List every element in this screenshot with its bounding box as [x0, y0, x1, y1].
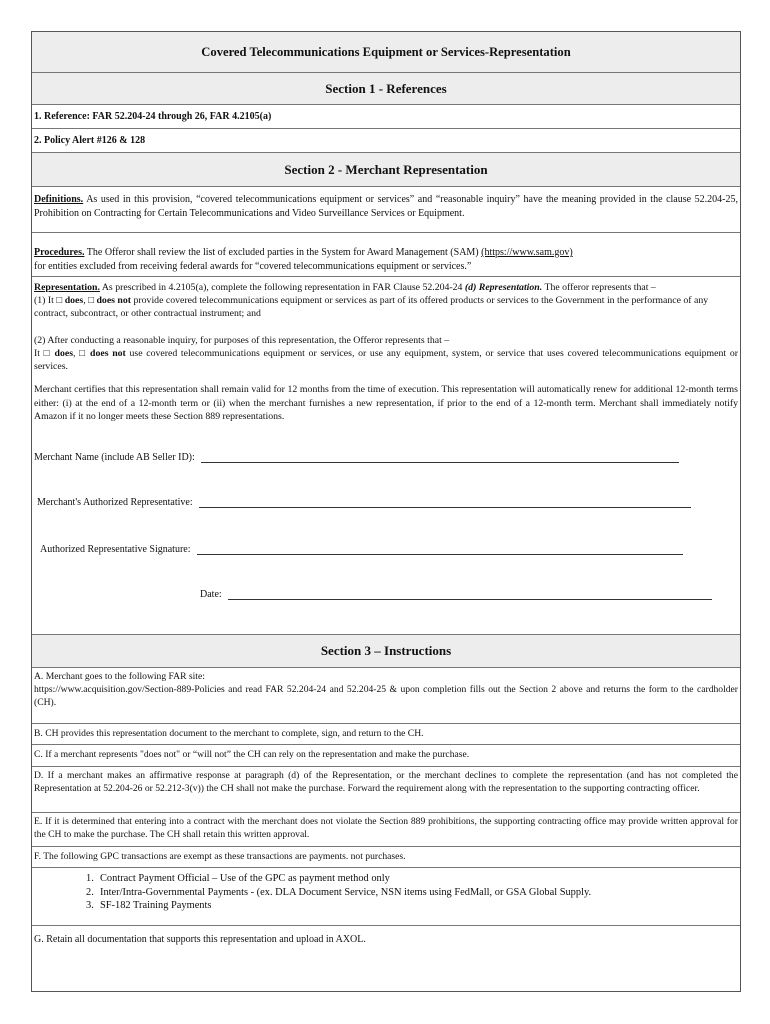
merchant-name-line[interactable] — [201, 462, 679, 463]
list-item — [86, 886, 740, 900]
item1-prefix: (1) It □ — [34, 295, 65, 307]
list-item-text: Inter/Intra-Governmental Payments - (ex. DLA Document Service, NSN items using FedMall, or GSA Global Supply. — [100, 886, 592, 898]
procedures-text: The Offeror shall review the list of excluded parties in the System for Award Management (SAM) — [84, 247, 482, 258]
signature-field — [34, 545, 738, 557]
item1-sep: , □ — [83, 295, 97, 307]
form-title: Covered Telecommunications Equipment or Services-Representation — [32, 32, 740, 73]
instruction-c: C. If a merchant represents "does not" or “will not” the CH can rely on the representation and make the purchase. — [32, 745, 740, 767]
representation-label: Representation. — [34, 282, 100, 293]
representation-form — [31, 31, 741, 992]
item2-sep: , □ — [73, 347, 90, 359]
list-item-number: 2. — [86, 886, 94, 898]
item1-does-checkbox[interactable]: does — [64, 295, 84, 307]
instruction-a — [32, 668, 740, 724]
instruction-g: G. Retain all documentation that supports this representation and upload in AXOL. — [34, 934, 366, 945]
authorized-rep-field — [34, 498, 738, 510]
procedures-label: Procedures. — [34, 247, 85, 258]
section-1-heading: Section 1 - References — [32, 73, 740, 105]
representation-text: As prescribed in 4.2105(a), complete the following representation in FAR Clause 52.204-24 — [99, 282, 465, 293]
signature-label: Authorized Representative Signature: — [40, 544, 191, 556]
list-item-text: SF-182 Training Payments — [100, 900, 212, 912]
item1-does-not-checkbox[interactable]: does not — [96, 295, 132, 307]
definitions-paragraph — [32, 187, 740, 233]
merchant-name-field — [34, 453, 738, 465]
item2-does-not-checkbox[interactable]: does not — [90, 347, 126, 359]
certification-paragraph: Merchant certifies that this representation shall remain valid for 12 months from the time of execution. This representation will automatically renew for additional 12-month terms either: (i) at the end of a 12-month term or (ii) when the merchant furnishes a new representation, if prior to the end of a 12-month term. Merchant shall immediately notify Amazon if it no longer meets these Section 889 representations. — [34, 384, 738, 422]
list-item-text: Contract Payment Official – Use of the GPC as payment method only — [100, 873, 390, 884]
representation-item-2-intro: (2) After conducting a reasonable inquiry, for purposes of this representation, the Offeror represents that – — [34, 334, 450, 346]
representation-block — [32, 277, 740, 635]
procedures-text-2: for entities excluded from receiving federal awards for “covered telecommunications equipment or services.” — [34, 260, 472, 272]
instruction-f: F. The following GPC transactions are exempt as these transactions are payments. not purchases. — [32, 847, 740, 868]
sam-link[interactable]: (https://www.sam.gov) — [481, 247, 573, 258]
date-line[interactable] — [228, 599, 712, 600]
procedures-paragraph — [32, 233, 740, 277]
date-label: Date: — [200, 589, 222, 601]
authorized-rep-line[interactable] — [199, 507, 691, 508]
authorized-rep-label: Merchant's Authorized Representative: — [37, 497, 193, 509]
item2-does-checkbox[interactable]: does — [54, 347, 74, 359]
section-3-heading: Section 3 – Instructions — [32, 635, 740, 668]
representation-text-2: The offeror represents that – — [542, 282, 656, 293]
definitions-text: As used in this provision, “covered telecommunications equipment or services” and “reasonable inquiry” have the meaning provided in the clause 52.204-25, Prohibition on Contracting for Certain Telecommunications and Video Surveillance Services or Equipment. — [34, 194, 738, 219]
definitions-label: Definitions. — [34, 194, 84, 205]
instruction-e: E. If it is determined that entering into a contract with the merchant does not violate the Section 889 prohibitions, the supporting contracting office may provide written approval for the CH to make the purchase. The CH shall retain this written approval. — [32, 813, 740, 847]
date-field — [34, 590, 738, 602]
exempt-transactions-list — [32, 868, 740, 926]
instruction-a-line-1: A. Merchant goes to the following FAR site: — [34, 671, 205, 682]
item2-prefix: It □ — [34, 347, 55, 359]
representation-intro — [34, 281, 738, 294]
merchant-name-label: Merchant Name (include AB Seller ID): — [34, 452, 195, 464]
representation-bold: (d) Representation. — [464, 282, 543, 293]
list-item-number: 3. — [86, 900, 94, 912]
representation-item-1 — [34, 294, 738, 320]
signature-line[interactable] — [197, 554, 683, 555]
instruction-a-line-2: https://www.acquisition.gov/Section-889-Policies and read FAR 52.204-24 and 52.204-25 & upon completion fills out the Section 2 above and returns the form to the cardholder (CH). — [34, 683, 738, 708]
list-item-number: 1. — [86, 873, 94, 884]
instruction-d: D. If a merchant makes an affirmative response at paragraph (d) of the Representation, or the merchant declines to complete the representation (and has not completed the Representation at 52.204-26 or 52.212-3(v)) the CH shall not make the purchase. Forward the requirement along with the representation to the supporting contracting officer. — [32, 767, 740, 813]
reference-2: 2. Policy Alert #126 & 128 — [32, 129, 740, 153]
item1-text: provide covered telecommunications equipment or services as part of its offered products or services to the Government in the performance of any contract, subcontract, or other contractual instrument; and — [34, 295, 709, 320]
reference-1: 1. Reference: FAR 52.204-24 through 26, FAR 4.2105(a) — [32, 105, 740, 129]
instruction-b: B. CH provides this representation document to the merchant to complete, sign, and return to the CH. — [32, 724, 740, 745]
representation-item-2 — [34, 347, 738, 373]
section-2-heading: Section 2 - Merchant Representation — [32, 153, 740, 187]
list-item — [86, 899, 740, 913]
item2-text: use covered telecommunications equipment or services, or use any equipment, system, or service that uses covered telecommunications equipment or services. — [34, 347, 738, 373]
list-item — [86, 872, 740, 886]
